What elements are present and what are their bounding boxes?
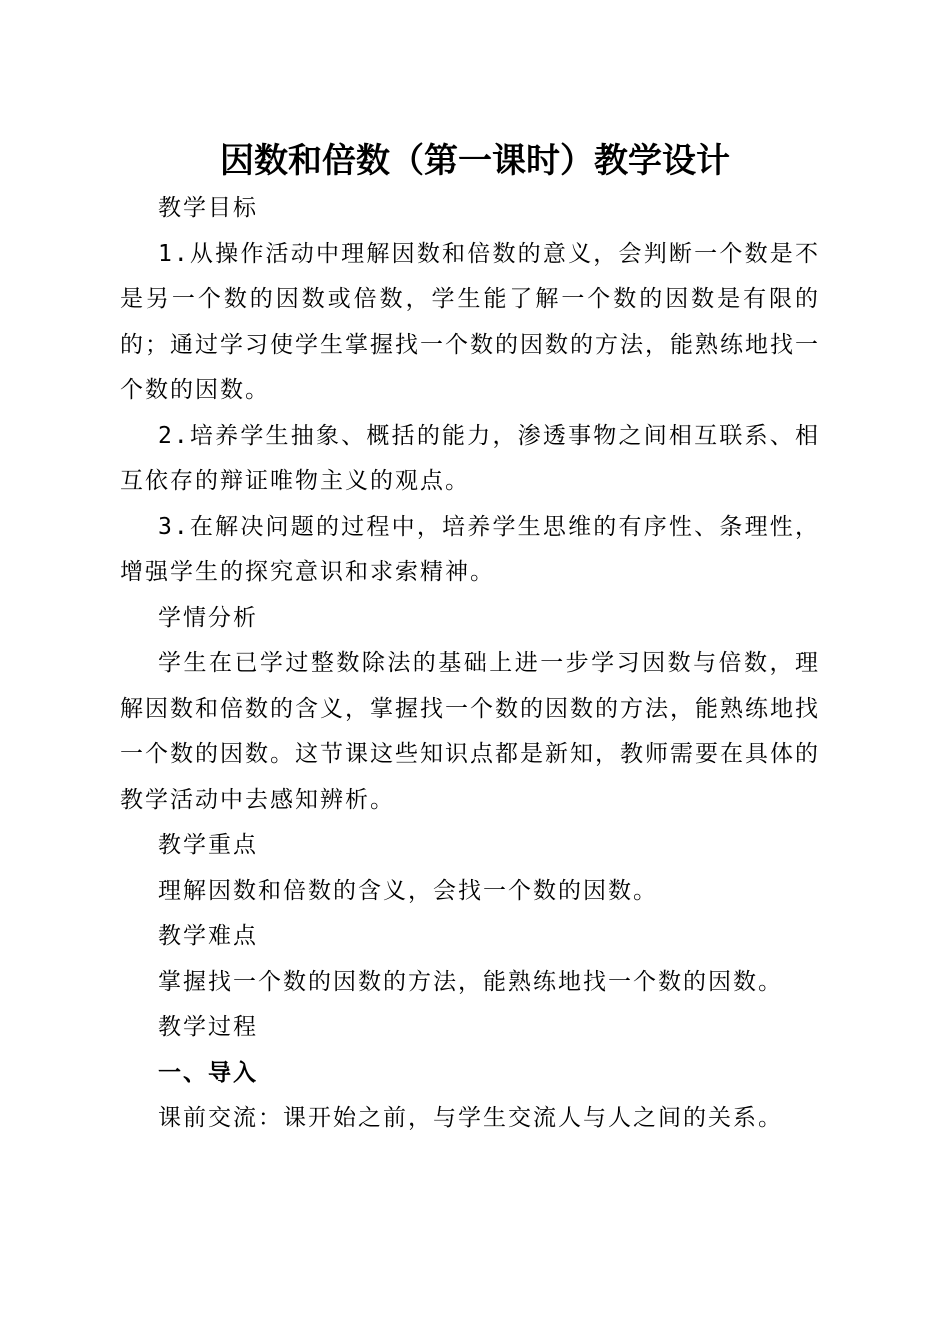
key-points-heading: 教学重点 <box>158 832 258 858</box>
difficulties-heading: 教学难点 <box>158 923 258 949</box>
intro-heading: 一、导入 <box>158 1059 258 1086</box>
analysis-heading: 学情分析 <box>158 604 258 631</box>
intro-paragraph: 课前交流：课开始之前，与学生交流人与人之间的关系。 <box>158 1105 783 1131</box>
document-body <box>120 186 820 1142</box>
objective-2: 2.培养学生抽象、概括的能力，渗透事物之间相互联系、相互依存的辩证唯物主义的观点。 <box>120 422 820 494</box>
objective-1: 1.从操作活动中理解因数和倍数的意义，会判断一个数是不是另一个数的因数或倍数，学生能了解一个数的因数是有限的的；通过学习使学生掌握找一个数的因数的方法，能熟练地找一个数的因数。 <box>120 240 820 403</box>
page-title: 因数和倍数（第一课时）教学设计 <box>220 141 730 181</box>
objective-3: 3.在解决问题的过程中，培养学生思维的有序性、条理性，增强学生的探究意识和求索精神。 <box>120 513 820 585</box>
analysis-paragraph: 学生在已学过整数除法的基础上进一步学习因数与倍数，理解因数和倍数的含义，掌握找一个数的因数的方法，能熟练地找一个数的因数。这节课这些知识点都是新知，教师需要在具体的教学活动中去感知辨析。 <box>120 650 820 813</box>
difficulties-paragraph: 掌握找一个数的因数的方法，能熟练地找一个数的因数。 <box>158 968 783 995</box>
key-points-paragraph: 理解因数和倍数的含义，会找一个数的因数。 <box>158 877 658 904</box>
objectives-heading: 教学目标 <box>158 195 258 221</box>
process-heading: 教学过程 <box>158 1014 258 1040</box>
